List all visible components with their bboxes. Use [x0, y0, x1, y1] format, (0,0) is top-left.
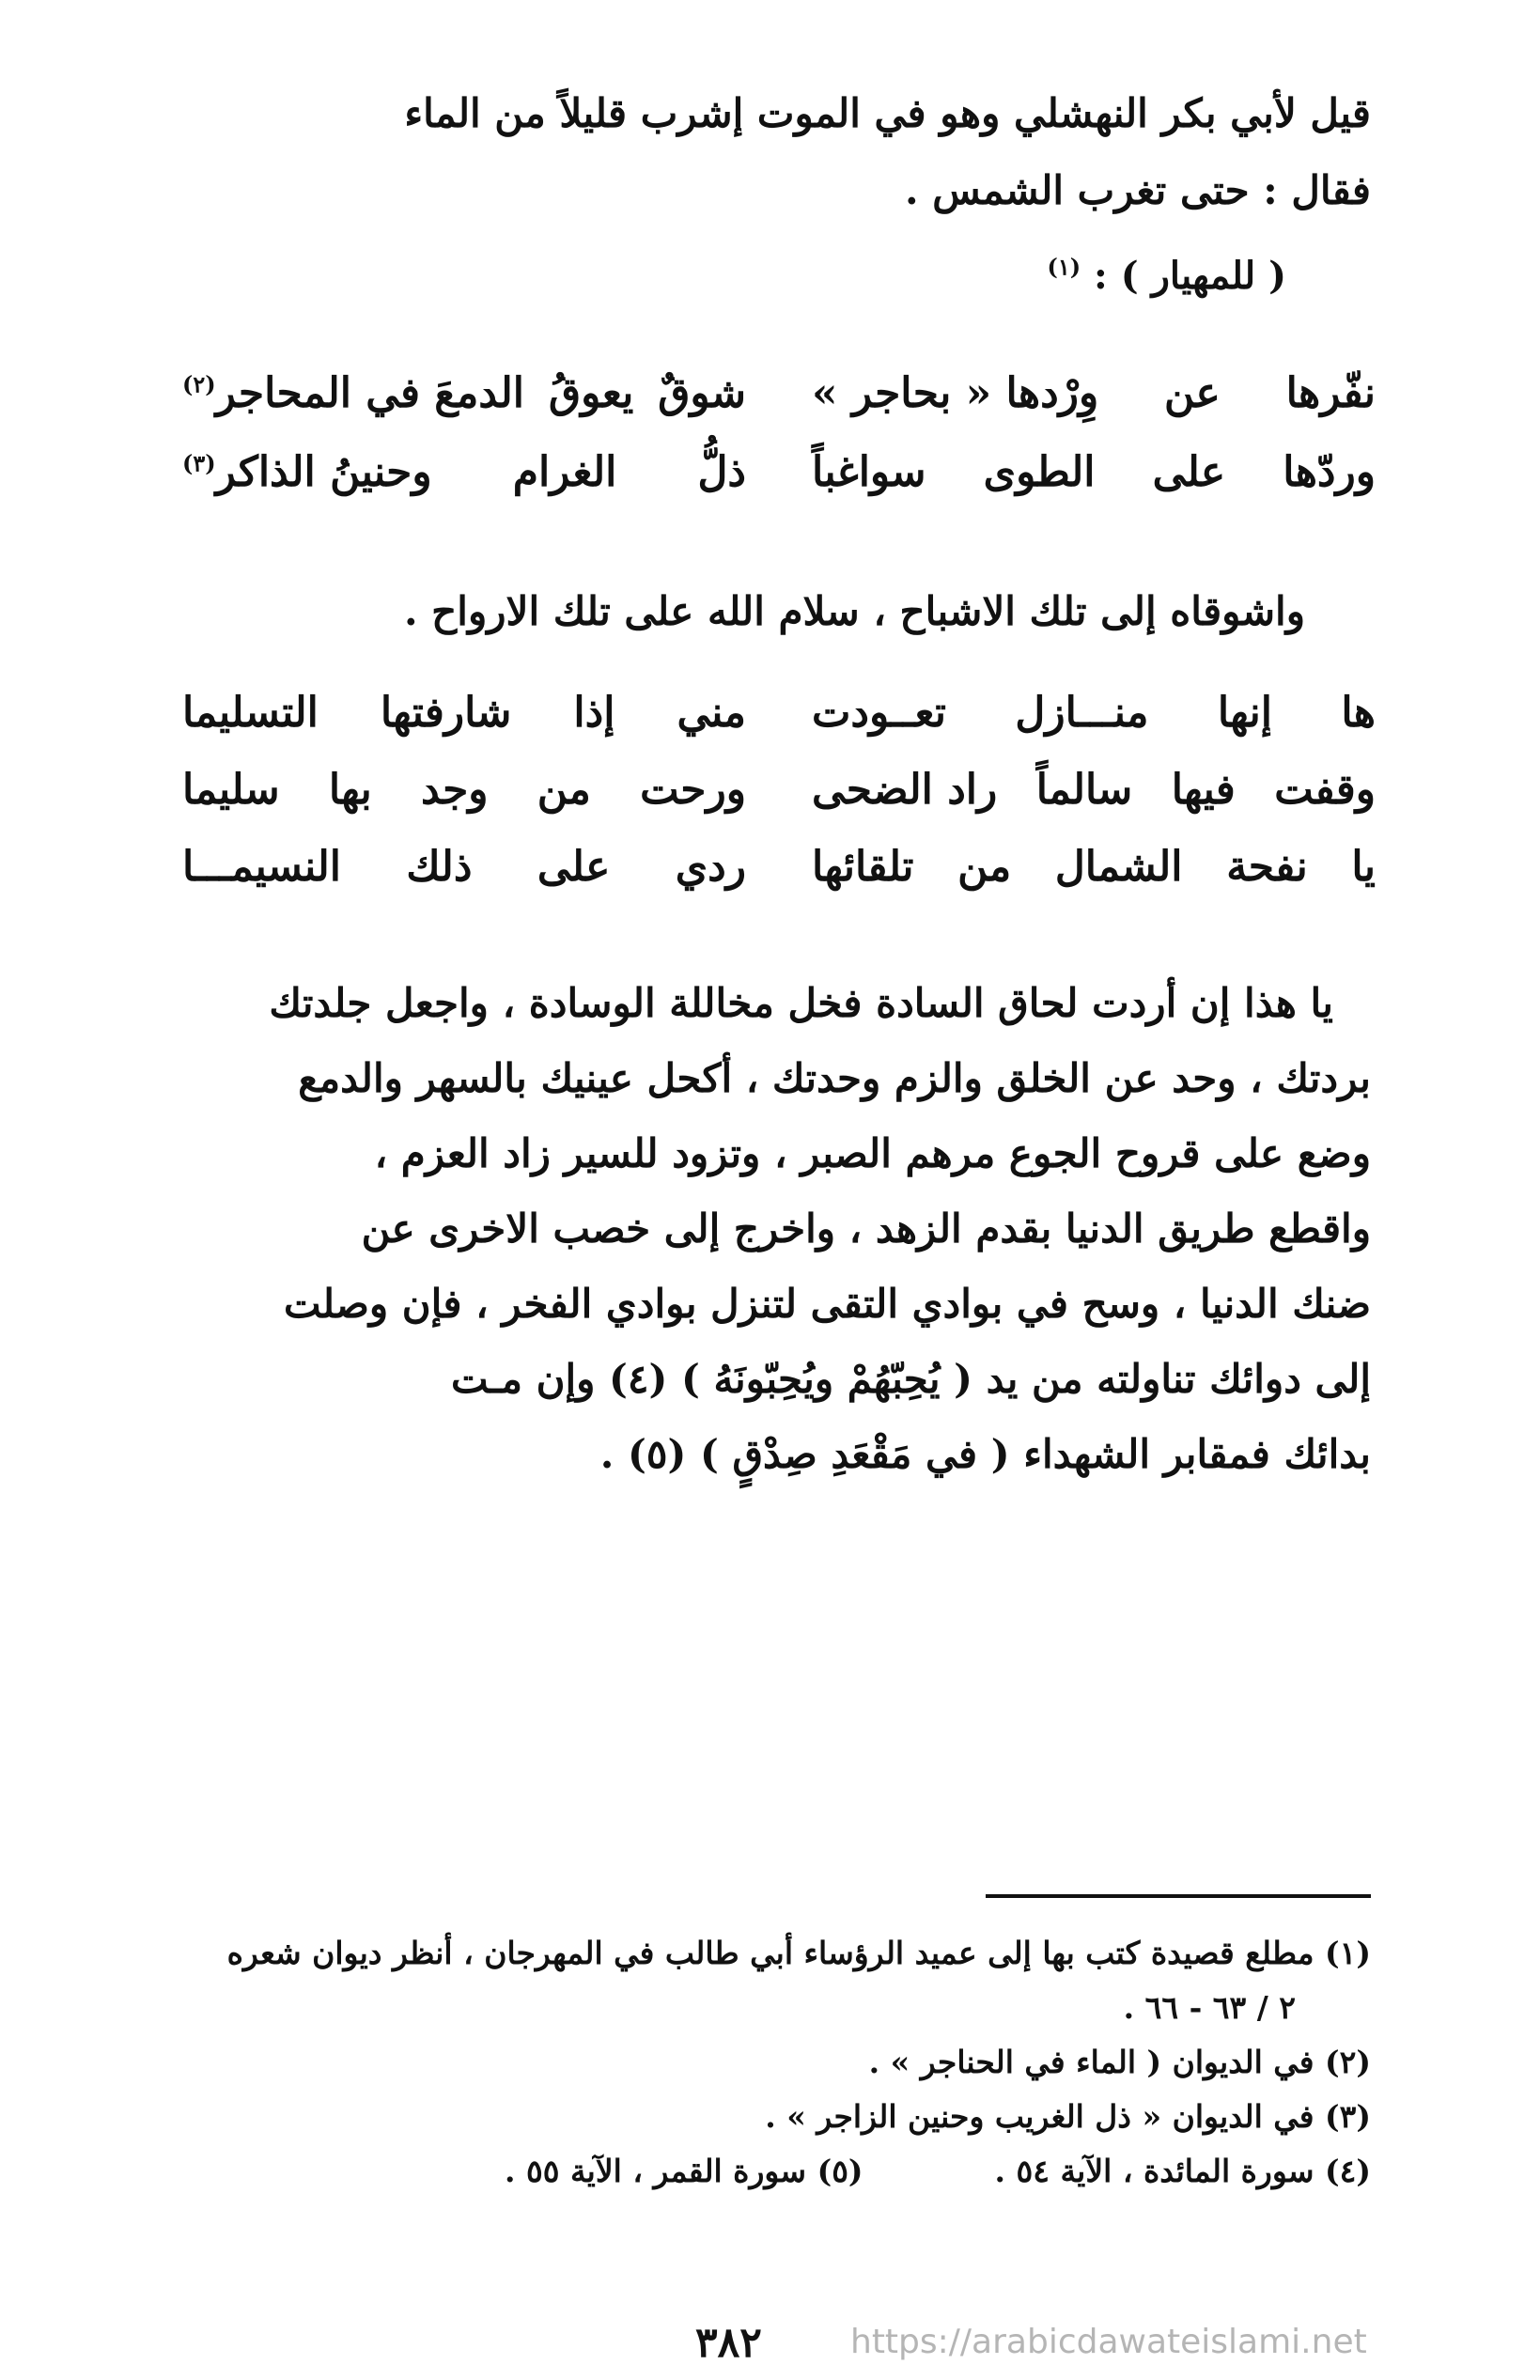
poem1-verse-2: [182, 434, 1376, 509]
exhortation-line-2: بردتك ، وحد عن الخلق والزم وحدتك ، أكحل عينيك بالسهر والدمع: [298, 1055, 1371, 1101]
poem2-verse-2-second-hemistich: [182, 766, 746, 814]
footnote-2: (٢) في الديوان ( الماء في الحناجر » .: [868, 2044, 1371, 2080]
footnote-3: (٣) في الديوان « ذل الغريب وحنين الزاجر » .: [765, 2098, 1371, 2135]
poem2-verse-1: [182, 675, 1376, 750]
poem2-verse-3-second-hemistich: [182, 843, 746, 891]
verse-word: مني: [677, 688, 746, 737]
salutation-line: واشوقاه إلى تلك الاشباح ، سلام الله على تلك الارواح .: [403, 588, 1305, 634]
verse-word: عن: [1164, 368, 1221, 417]
verse-word: وجد: [421, 765, 489, 814]
verse-word: ذلك: [406, 842, 473, 891]
footnote-5: (٥) سورة القمر ، الآية ٥٥ .: [505, 2153, 863, 2189]
footnote-separator: [986, 1894, 1371, 1898]
verse-word: وحنينُ الذاكر$^{(٣)}$: [182, 447, 432, 496]
poem2-verse-3-first-hemistich: [812, 843, 1376, 891]
verse-word: ردي: [675, 842, 746, 891]
verse-word: شوقٌ: [658, 368, 746, 417]
intro-line-2: فقال : حتى تغرب الشمس .: [905, 167, 1371, 213]
verse-word: شارفتها: [380, 688, 512, 737]
salutation-paragraph: [243, 573, 1305, 650]
verse-word: نفحة: [1226, 842, 1308, 891]
footnote-4-5-row: [149, 2144, 1371, 2199]
exhortation-line-3: وضع على قروح الجوع مرهم الصبر ، وتزود للسير زاد العزم ،: [374, 1130, 1371, 1176]
verse-word: نفّرها: [1285, 368, 1376, 417]
verse-word: سالماً: [1035, 765, 1133, 814]
verse-word: فيها: [1171, 765, 1236, 814]
verse-word: تعــودت: [812, 688, 946, 737]
page-number: ٣٨٢: [695, 2319, 762, 2367]
verse-word: وِرْدها « بحاجر »: [812, 368, 1099, 417]
poem2-verse-3: [182, 829, 1376, 904]
footnote-1-line-1: (١) مطلع قصيدة كتب بها إلى عميد الرؤساء أبي طالب في المهرجان ، أنظر ديوان شعره: [226, 1935, 1371, 1971]
footnote-4: (٤) سورة المائدة ، الآية ٥٤ .: [994, 2153, 1371, 2189]
poem2-verse-1-first-hemistich: [812, 689, 1376, 737]
verse-word: إنها: [1217, 688, 1273, 737]
poem2-verse-2-first-hemistich: [812, 766, 1376, 814]
poem1-verse-2-first-hemistich: [812, 448, 1376, 496]
attribution-text: ( للمهيار ) :: [1094, 254, 1286, 298]
verse-word: ورحت: [640, 765, 746, 814]
verse-word: التسليما: [182, 688, 319, 737]
verse-word: الدمعَ في المحاجر$^{(٢)}$: [182, 368, 525, 417]
attribution-note-marker: (١): [1047, 253, 1081, 281]
verse-word: راد الضحى: [812, 765, 998, 814]
poem2-verse-2: [182, 752, 1376, 827]
intro-paragraph: [182, 75, 1371, 229]
verse-word: بها: [328, 765, 372, 814]
poem1-verse-2-second-hemistich: [182, 448, 746, 496]
verse-word: على: [537, 842, 611, 891]
verse-word: ها: [1341, 688, 1376, 737]
verse-word: منـــازل: [1015, 688, 1149, 737]
verse-word: الشمال: [1054, 842, 1183, 891]
verse-word: سليما: [182, 765, 280, 814]
poem1-verse-1: [182, 355, 1376, 430]
verse-word: يعوقُ: [548, 368, 634, 417]
verse-word: إذا: [573, 688, 615, 737]
poem1-verse-1-first-hemistich: [812, 369, 1376, 417]
intro-line-1: قيل لأبي بكر النهشلي وهو في الموت إشرب قليلاً من الماء: [404, 90, 1371, 136]
verse-word: وردّها: [1283, 447, 1376, 496]
verse-word: من: [537, 765, 591, 814]
verse-word: سواغباً: [812, 447, 926, 496]
footnotes: [149, 1926, 1371, 2199]
poem1-verse-1-second-hemistich: [182, 369, 746, 417]
verse-word: من: [957, 842, 1012, 891]
verse-word: الطوى: [983, 447, 1096, 496]
verse-word: تلقائها: [812, 842, 914, 891]
exhortation-line-5: ضنك الدنيا ، وسح في بوادي التقى لتنزل بوادي الفخر ، فإن وصلت: [284, 1281, 1371, 1327]
footnote-marker: (٢): [182, 369, 216, 397]
verse-word: وقفت: [1274, 765, 1376, 814]
exhortation-paragraph: [182, 966, 1371, 1492]
exhortation-line-6: إلى دوائك تناولته من يد ( يُحِبّهُمْ ويُحِبّونَهُ ) (٤) وإن مـت: [450, 1356, 1371, 1402]
footnote-1-line-2: ٢ / ٦٣ - ٦٦ .: [1123, 1989, 1296, 2026]
verse-word: النسيمـــا: [182, 842, 341, 891]
poem2-verse-1-second-hemistich: [182, 689, 746, 737]
exhortation-line-1: يا هذا إن أردت لحاق السادة فخل مخاللة الوسادة ، واجعل جلدتك: [269, 980, 1333, 1026]
verse-word: على: [1152, 447, 1226, 496]
exhortation-line-7: بدائك فمقابر الشهداء ( في مَقْعَدِ صِدْقٍ ) (٥) .: [599, 1431, 1371, 1477]
poem-attribution: [1047, 254, 1286, 298]
verse-word: يا: [1351, 842, 1376, 891]
footnote-marker: (٣): [182, 448, 216, 476]
exhortation-line-4: واقطع طريق الدنيا بقدم الزهد ، واخرج إلى خصب الاخرى عن: [361, 1206, 1371, 1252]
watermark-url: https://arabicdawateislami.net: [850, 2323, 1367, 2361]
verse-word: الغرام: [512, 447, 617, 496]
verse-word: ذلُّ: [697, 447, 746, 496]
